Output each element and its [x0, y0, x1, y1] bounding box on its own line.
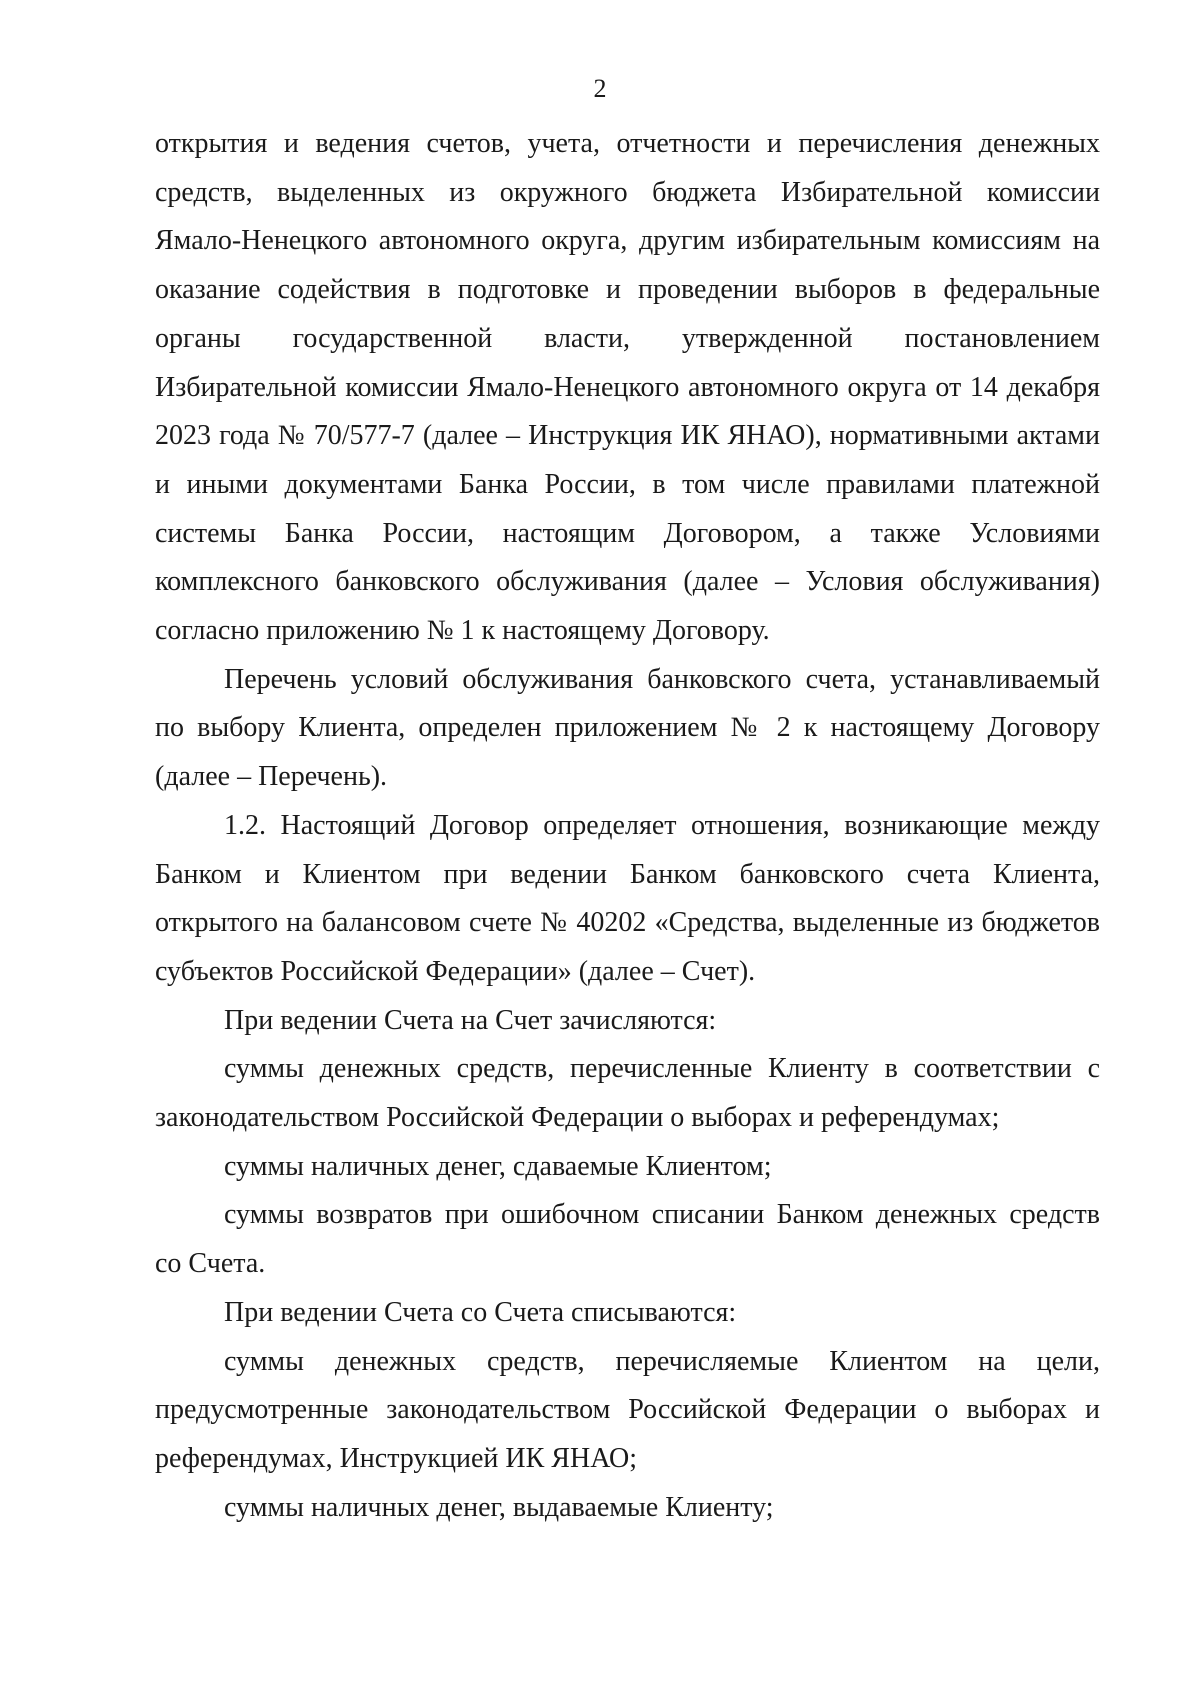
- text-line: (далее – Перечень).: [155, 761, 388, 793]
- paragraph: [155, 1289, 1100, 1338]
- text-line: оказание содействия в подготовке и проведении выборов в федеральные: [155, 274, 1100, 306]
- text-line: субъектов Российской Федерации» (далее – Счет).: [155, 955, 756, 987]
- document-body: [155, 120, 1100, 1532]
- text-line: органы государственной власти, утвержденной постановлением: [155, 322, 1100, 354]
- paragraph: [155, 1484, 1100, 1533]
- text-line: суммы наличных денег, сдаваемые Клиентом;: [224, 1150, 772, 1182]
- text-line: При ведении Счета на Счет зачисляются:: [224, 1004, 717, 1036]
- text-line: законодательством Российской Федерации о выборах и референдумах;: [155, 1102, 1000, 1134]
- paragraph: [155, 802, 1100, 997]
- text-line: комплексного банковского обслуживания (далее – Условия обслуживания): [155, 566, 1100, 598]
- text-line: Банком и Клиентом при ведении Банком банковского счета Клиента,: [155, 858, 1100, 890]
- paragraph: [155, 1191, 1100, 1288]
- page-number: 2: [593, 74, 607, 103]
- text-line: со Счета.: [155, 1248, 266, 1280]
- paragraph: [155, 1338, 1100, 1484]
- text-line: Избирательной комиссии Ямало-Ненецкого автономного округа от 14 декабря: [155, 371, 1100, 403]
- text-line: суммы денежных средств, перечисленные Клиенту в соответствии с: [224, 1053, 1100, 1085]
- text-line: суммы денежных средств, перечисляемые Клиентом на цели,: [224, 1345, 1100, 1377]
- text-line: суммы наличных денег, выдаваемые Клиенту;: [224, 1491, 774, 1523]
- paragraph: [155, 120, 1100, 656]
- text-line: открытия и ведения счетов, учета, отчетности и перечисления денежных: [155, 128, 1100, 159]
- paragraph: [155, 997, 1100, 1046]
- text-line: Ямало-Ненецкого автономного округа, другим избирательным комиссиям на: [155, 225, 1100, 257]
- paragraph: [155, 656, 1100, 802]
- text-line: открытого на балансовом счете № 40202 «Средства, выделенные из бюджетов: [155, 907, 1100, 939]
- text-line: Перечень условий обслуживания банковского счета, устанавливаемый: [224, 663, 1100, 695]
- text-line: предусмотренные законодательством Российской Федерации о выборах и: [155, 1394, 1100, 1426]
- text-line: 1.2. Настоящий Договор определяет отношения, возникающие между: [224, 809, 1100, 841]
- text-line: по выбору Клиента, определен приложением № 2 к настоящему Договору: [155, 712, 1100, 744]
- paragraph: [155, 1045, 1100, 1142]
- text-line: согласно приложению № 1 к настоящему Договору.: [155, 615, 770, 647]
- text-line: При ведении Счета со Счета списываются:: [224, 1296, 737, 1328]
- text-line: и иными документами Банка России, в том числе правилами платежной: [155, 468, 1100, 500]
- paragraph: [155, 1143, 1100, 1192]
- text-line: суммы возвратов при ошибочном списании Банком денежных средств: [224, 1199, 1100, 1231]
- text-line: средств, выделенных из окружного бюджета Избирательной комиссии: [155, 176, 1100, 208]
- text-line: референдумах, Инструкцией ИК ЯНАО;: [155, 1442, 638, 1474]
- text-line: системы Банка России, настоящим Договором, а также Условиями: [155, 517, 1100, 549]
- text-line: 2023 года № 70/577-7 (далее – Инструкция ИК ЯНАО), нормативными актами: [155, 420, 1100, 452]
